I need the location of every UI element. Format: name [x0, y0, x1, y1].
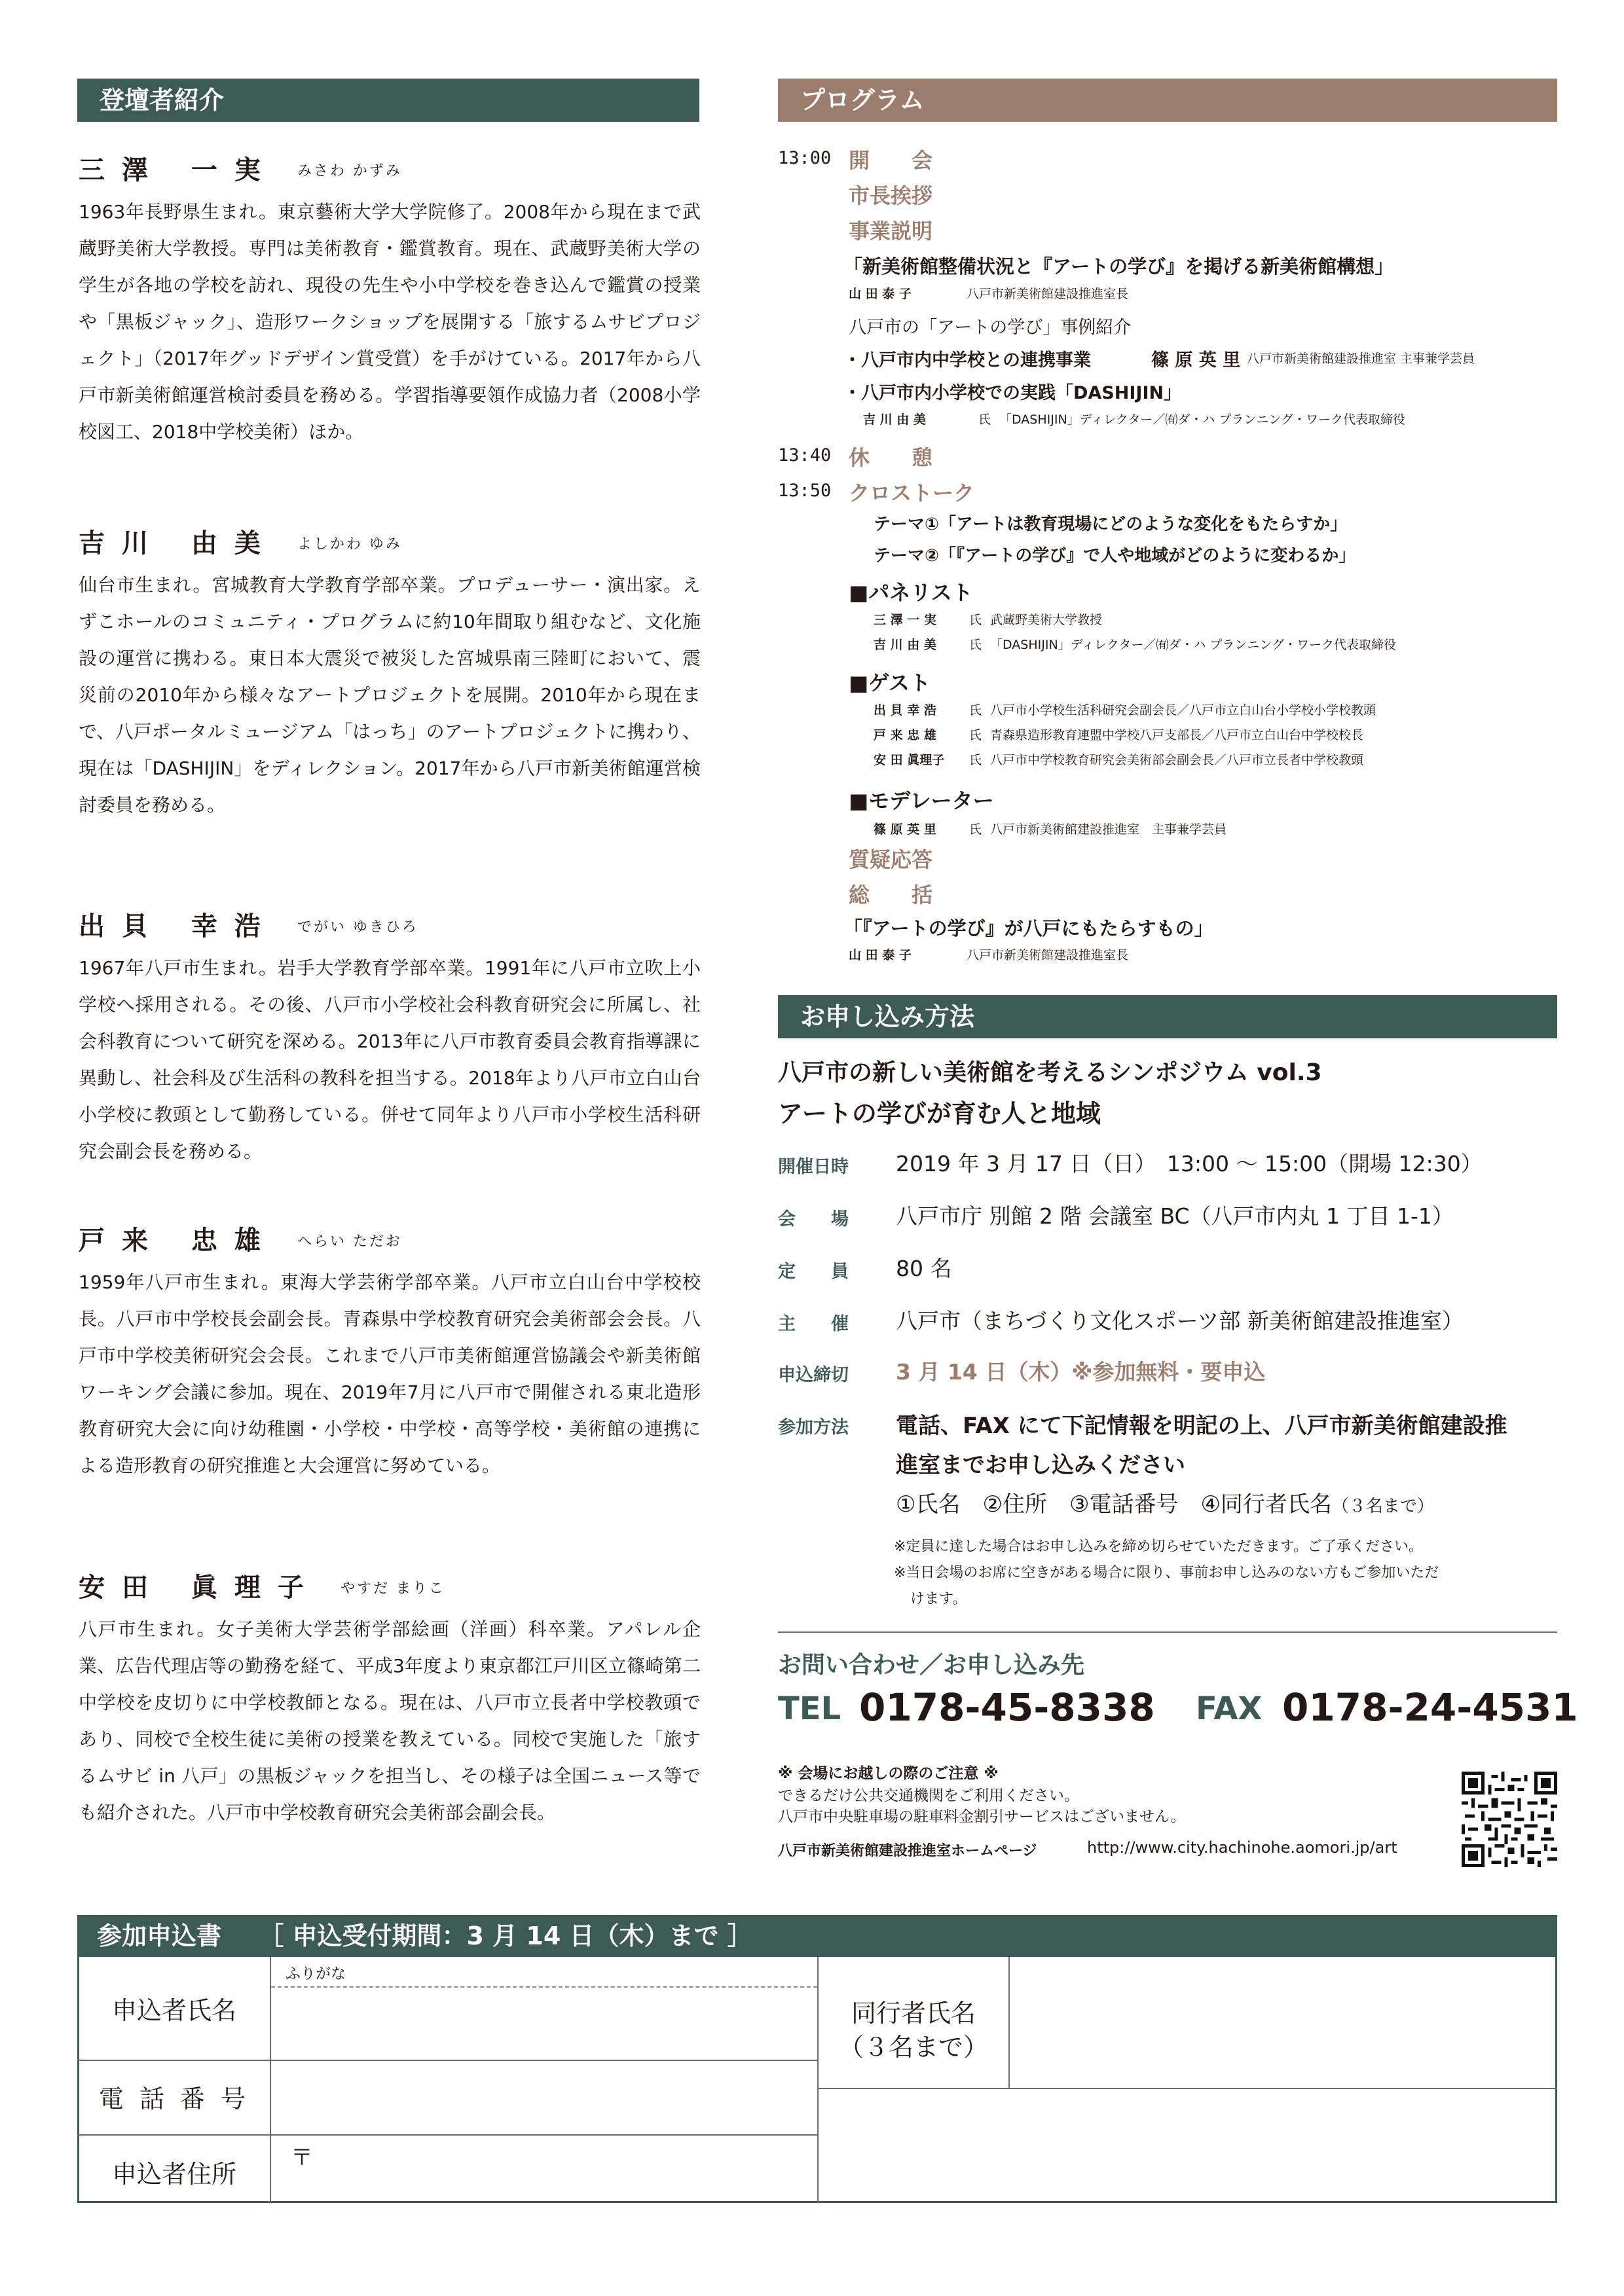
- person-name: 吉 川 由 美: [874, 638, 936, 652]
- time-1340: 13:40: [778, 445, 832, 465]
- phone-field[interactable]: [272, 2062, 816, 2133]
- form-divider-h3: [817, 2088, 1557, 2089]
- speaker-profile: [79, 524, 701, 824]
- program-project-explanation: 事業説明: [849, 219, 933, 244]
- note-1: ※定員に達した場合はお申し込みを締め切らせていただきます。ご了承ください。: [894, 1539, 1424, 1555]
- person-suffix: 氏: [969, 703, 982, 718]
- phone-label: 電 話 番 号: [98, 2085, 250, 2113]
- method-label: 参加方法: [778, 1417, 849, 1438]
- date-label: 開催日時: [778, 1157, 849, 1177]
- speaker-bio: 1963年長野県生まれ。東京藝術大学大学院修了。2008年から現在まで武蔵野美術大学教授。専門は美術教育・鑑賞教育。現在、武蔵野美術大学の学生が各地の学校を訪れ、現役の先生や小中学校を巻き込んで鑑賞の授業や「黒板ジャック」、造形ワークショップを展開する「旅するムサビプロジェクト」（2017年グッドデザイン賞受賞）を手がけている。2017年から八戸市新美術館運営検討委員を務める。学習指導要領作成協力者（2008小学校図工、2018中学校美術）ほか。: [79, 201, 701, 443]
- person-role: 武蔵野美術大学教授: [990, 613, 1103, 627]
- speaker-name: [79, 151, 701, 190]
- person-suffix: 氏: [969, 728, 982, 742]
- speaker-name: [79, 1568, 701, 1607]
- moderator-heading: ■モデレーター: [849, 788, 994, 813]
- person-role: 「DASHIJIN」ディレクター／㈲ダ・ハ プランニング・ワーク代表取締役: [990, 638, 1397, 652]
- talk1-speaker: 山 田 泰 子: [849, 287, 912, 301]
- note-3: けます。: [910, 1591, 967, 1607]
- talk1-title: 「新美術館整備状況と『アートの学び』を掲げる新美術館構想」: [843, 255, 1394, 278]
- program-section-header: プログラム: [778, 79, 1557, 122]
- person-role: 青森県造形教育連盟中学校八戸支部長／八戸市立白山台中学校校長: [990, 728, 1364, 742]
- person-role: 八戸市中学校教育研究会美術部会副会長／八戸市立長者中学校教頭: [990, 753, 1364, 767]
- applicant-name-field[interactable]: [272, 1989, 816, 2058]
- person-suffix: 氏: [969, 613, 982, 627]
- program-qa: 質疑応答: [849, 847, 933, 872]
- person-name: 出 貝 幸 浩: [874, 703, 936, 718]
- caution-title: ※ 会場にお越しの際のご注意 ※: [778, 1765, 999, 1782]
- capacity-label: 定 員: [778, 1262, 849, 1282]
- divider: [778, 1631, 1557, 1633]
- speaker-kana: よしかわ ゆみ: [297, 536, 402, 553]
- form-title: 参加申込書: [97, 1922, 222, 1950]
- speaker-profile: [79, 151, 701, 450]
- theme2: テーマ②「『アートの学び』で人や地域がどのように変わるか」: [874, 546, 1356, 566]
- time-1350: 13:50: [778, 481, 832, 501]
- person-suffix: 氏: [969, 638, 982, 652]
- case1-role: 八戸市新美術館建設推進室 主事兼学芸員: [1247, 352, 1475, 366]
- speaker-profile: [79, 907, 701, 1170]
- caution-2: 八戸市中央駐車場の駐車料金割引サービスはございません。: [778, 1808, 1186, 1825]
- applicant-name-label: 申込者氏名: [111, 1996, 236, 2025]
- person-name: 安 田 眞理子: [874, 753, 945, 767]
- host-label: 主 催: [778, 1314, 849, 1334]
- moderator-role: 八戸市新美術館建設推進室 主事兼学芸員: [990, 822, 1227, 837]
- apply-section-header: お申し込み方法: [778, 995, 1557, 1038]
- capacity-value: 80 名: [896, 1256, 952, 1281]
- homepage-label: 八戸市新美術館建設推進室ホームページ: [778, 1843, 1037, 1859]
- case-intro: 八戸市の「アートの学び」事例紹介: [849, 318, 1132, 338]
- case1: ・八戸市内中学校との連携事業: [843, 350, 1091, 371]
- form-divider-h1: [77, 2060, 819, 2061]
- program-opening: 開 会: [849, 148, 933, 173]
- case2-role: 「DASHIJIN」ディレクター／㈲ダ・ハ プランニング・ワーク代表取締役: [999, 412, 1406, 427]
- furigana-divider: [271, 1986, 817, 1988]
- closing-speaker: 山 田 泰 子: [849, 948, 912, 962]
- speaker-profile: [79, 1221, 701, 1484]
- speaker-name-text: 戸来 忠雄: [79, 1226, 278, 1256]
- date-value: 2019 年 3 月 17 日（日） 13:00 ～ 15:00（開場 12:30）: [896, 1151, 1483, 1176]
- deadline-value: 3 月 14 日（木）※参加無料・要申込: [896, 1359, 1266, 1385]
- event-title-1: 八戸市の新しい美術館を考えるシンポジウム vol.3: [778, 1059, 1322, 1086]
- caution-1: できるだけ公共交通機関をご利用ください。: [778, 1787, 1079, 1804]
- person-role: 八戸市小学校生活科研究会副会長／八戸市立白山台小学校小学校教頭: [990, 703, 1376, 718]
- speaker-bio: 仙台市生まれ。宮城教育大学教育学部卒業。プロデューサー・演出家。えずこホールのコミュニティ・プログラムに約10年間取り組むなど、文化施設の運営に携わる。東日本大震災で被災した宮城県南三陸町において、震災前の2010年から様々なアートプロジェクトを展開。2010年から現在まで、八戸ポータルミュージアム「はっち」のアートプロジェクトに携わり、現在は「DASHIJIN」をディレクション。2017年から八戸市新美術館運営検討委員を務める。: [79, 574, 701, 816]
- talk1-role: 八戸市新美術館建設推進室長: [967, 287, 1129, 301]
- form-period: ［ 申込受付期間：3 月 14 日（木）まで ］: [259, 1922, 752, 1950]
- person-suffix: 氏: [969, 753, 982, 767]
- guest-heading: ■ゲスト: [849, 670, 931, 695]
- postal-mark: 〒: [291, 2145, 313, 2171]
- speaker-name-text: 三澤 一実: [79, 155, 278, 185]
- homepage-url[interactable]: http://www.city.hachinohe.aomori.jp/art: [1087, 1838, 1397, 1857]
- speaker-profile: [79, 1568, 701, 1831]
- program-crosstalk: クロストーク: [849, 481, 975, 505]
- speaker-bio: 八戸市生まれ。女子美術大学芸術学部絵画（洋画）科卒業。アパレル企業、広告代理店等の勤務を経て、平成3年度より東京都江戸川区立篠崎第二中学校を皮切りに中学校教師となる。現在は、八戸市立長者中学校教頭であり、同校で全校生徒に美術の授業を教えている。同校で実施した「旅するムサビ in 八戸」の黒板ジャックを担当し、その様子は全国ニュース等でも紹介された。八戸市中学校教育研究会美術部会副会長。: [79, 1618, 701, 1823]
- deadline-label: 申込締切: [778, 1365, 849, 1385]
- speaker-kana: でがい ゆきひろ: [297, 919, 418, 936]
- furigana-label: ふりがな: [286, 1965, 346, 1982]
- speaker-name: [79, 907, 701, 946]
- speaker-bio: 1959年八戸市生まれ。東海大学芸術学部卒業。八戸市立白山台中学校校長。八戸市中学校長会副会長。青森県中学校教育研究会美術部会会長。八戸市中学校美術研究会会長。これまで八戸市美術館運営協議会や新美術館ワーキング会議に参加。現在、2019年7月に八戸市で開催される東北造形教育研究大会に向け幼稚園・小学校・中学校・高等学校・美術館の連携による造形教育の研究推進と大会運営に努めている。: [79, 1271, 701, 1476]
- moderator-name: 篠 原 英 里: [874, 822, 936, 837]
- qr-code-icon[interactable]: [1462, 1772, 1557, 1867]
- program-break: 休 憩: [849, 445, 933, 470]
- panelist-heading: ■パネリスト: [849, 580, 973, 605]
- person-name: 三 澤 一 実: [874, 613, 936, 627]
- form-divider-v3: [1008, 1957, 1010, 2088]
- fax-label: FAX: [1196, 1690, 1263, 1727]
- venue-label: 会 場: [778, 1209, 849, 1230]
- speakers-section-header: 登壇者紹介: [77, 79, 699, 122]
- moderator-suffix: 氏: [969, 822, 982, 837]
- method-items: [896, 1486, 1434, 1518]
- contact-title: お問い合わせ／お申し込み先: [778, 1652, 1085, 1679]
- speaker-name-text: 出貝 幸浩: [79, 911, 278, 941]
- theme1: テーマ①「アートは教育現場にどのような変化をもたらすか」: [874, 515, 1348, 534]
- time-1300: 13:00: [778, 148, 832, 168]
- method-items-note: （３名まで）: [1331, 1497, 1434, 1516]
- speaker-name: [79, 524, 701, 563]
- closing-title: 「『アートの学び』が八戸にもたらすもの」: [843, 917, 1213, 939]
- companion-label-note: （３名まで）: [838, 2033, 988, 2062]
- fax-number: 0178-24-4531: [1282, 1685, 1578, 1730]
- tel-number: 0178-45-8338: [859, 1685, 1155, 1730]
- method-items-text: ①氏名 ②住所 ③電話番号 ④同行者氏名: [896, 1491, 1332, 1518]
- closing-role: 八戸市新美術館建設推進室長: [967, 948, 1129, 962]
- speaker-kana: へらい ただお: [297, 1233, 402, 1250]
- venue-value: 八戸市庁 別館 2 階 会議室 BC（八戸市内丸 1 丁目 1-1）: [896, 1203, 1454, 1229]
- tel-label: TEL: [778, 1690, 841, 1727]
- speaker-kana: やすだ まりこ: [340, 1580, 445, 1597]
- method-line-1: 電話、FAX にて下記情報を明記の上、八戸市新美術館建設推: [896, 1413, 1507, 1439]
- person-name: 戸 来 忠 雄: [874, 728, 936, 742]
- speaker-name-text: 吉川 由美: [79, 528, 278, 558]
- program-summary: 総 括: [849, 883, 933, 907]
- host-value: 八戸市（まちづくり文化スポーツ部 新美術館建設推進室）: [896, 1308, 1464, 1334]
- program-mayor-greeting: 市長挨拶: [849, 183, 933, 208]
- form-divider-h2: [77, 2134, 819, 2136]
- speaker-kana: みさわ かずみ: [297, 163, 402, 179]
- speaker-name: [79, 1221, 701, 1260]
- companion-field[interactable]: [1011, 1958, 1556, 2086]
- event-title-2: アートの学びが育む人と地域: [778, 1099, 1101, 1128]
- note-2: ※当日会場のお席に空きがある場合に限り、事前お申し込みのない方もご参加いただ: [894, 1565, 1439, 1581]
- case2-suffix: 氏: [978, 412, 991, 427]
- address-field[interactable]: [272, 2137, 1556, 2201]
- speaker-bio: 1967年八戸市生まれ。岩手大学教育学部卒業。1991年に八戸市立吹上小学校へ採用される。その後、八戸市小学校社会科教育研究会に所属し、社会科教育について研究を深める。2013年に八戸市教育委員会教育指導課に異動し、社会科及び生活科の教科を担当する。2018年より八戸市立白山台小学校に教頭として勤務している。併せて同年より八戸市小学校生活科研究会副会長を務める。: [79, 957, 701, 1162]
- speaker-name-text: 安田 眞理子: [79, 1573, 321, 1603]
- case2: ・八戸市内小学校での実践「DASHIJIN」: [843, 383, 1182, 403]
- method-line-2: 進室までお申し込みください: [896, 1452, 1185, 1478]
- case2-speaker: 吉 川 由 美: [863, 412, 926, 427]
- address-label: 申込者住所: [111, 2160, 236, 2189]
- companion-label: 同行者氏名: [851, 1999, 976, 2028]
- case1-speaker: 篠 原 英 里: [1151, 350, 1241, 371]
- form-header: [77, 1915, 1557, 1957]
- form-divider-v1: [270, 1957, 271, 2203]
